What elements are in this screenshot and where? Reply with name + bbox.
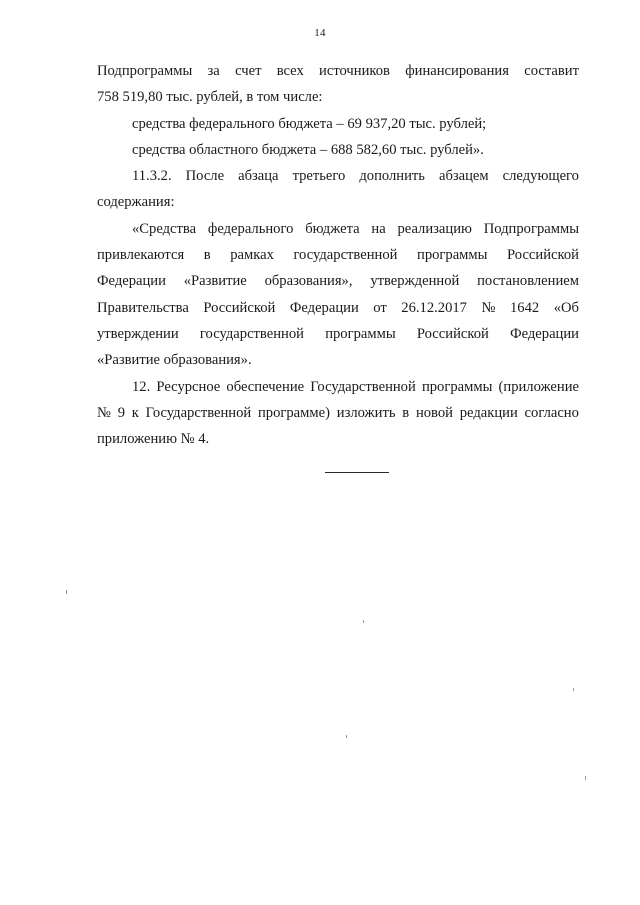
- word: После: [185, 168, 225, 185]
- word: 11.3.2.: [132, 168, 172, 185]
- word: образования»,: [264, 273, 353, 290]
- end-of-text-rule: [325, 472, 389, 473]
- text-line-6: содержания:: [97, 194, 175, 211]
- word: на: [371, 220, 386, 237]
- text-line-11: [97, 321, 579, 347]
- word: Российской: [507, 247, 579, 264]
- word: финансирования: [405, 63, 509, 79]
- word: государственной: [293, 247, 398, 264]
- text-line-12: «Развитие образования».: [97, 352, 252, 369]
- word: изложить: [336, 404, 396, 421]
- word: Федерации: [289, 299, 359, 316]
- word: 1642: [509, 299, 540, 316]
- word: (приложение: [498, 378, 579, 395]
- word: реализацию: [397, 220, 472, 237]
- word: абзацем: [438, 168, 489, 185]
- text-line-7: [97, 216, 579, 242]
- text-line-2: 758 519,80 тыс. рублей, в том числе:: [97, 89, 323, 106]
- word: программы: [421, 378, 493, 395]
- word: рамках: [230, 247, 274, 264]
- scan-speck: [363, 620, 364, 623]
- word: Правительства: [97, 299, 189, 316]
- page-number: 14: [314, 27, 326, 39]
- word: постановлением: [477, 273, 579, 290]
- word: Государственной: [310, 378, 416, 395]
- text-line-9: [97, 268, 579, 294]
- scan-speck: [66, 590, 67, 594]
- word: в: [203, 247, 211, 264]
- word: дополнить: [359, 168, 425, 185]
- scan-speck: [573, 688, 574, 691]
- word: согласно: [524, 404, 579, 421]
- word: за: [207, 63, 220, 79]
- word: 9: [117, 404, 126, 421]
- text-line-13: [97, 374, 579, 400]
- text-line-10: [97, 295, 579, 321]
- word: программы: [417, 247, 488, 264]
- word: 26.12.2017: [401, 299, 467, 316]
- word: обеспечение: [226, 378, 305, 395]
- word: новой: [415, 404, 453, 421]
- word: Государственной: [145, 404, 252, 421]
- word: «Об: [553, 299, 579, 316]
- word: бюджета: [305, 220, 360, 237]
- word: составит: [524, 63, 579, 79]
- word: «Развитие: [183, 273, 247, 290]
- word: в: [402, 404, 410, 421]
- word: Российской: [416, 325, 489, 342]
- word: №: [97, 404, 111, 421]
- text-line-5: [97, 163, 579, 189]
- text-line-4: средства областного бюджета – 688 582,60 тыс. рублей».: [132, 141, 484, 158]
- word: Ресурсное: [156, 378, 221, 395]
- word: программы: [325, 325, 396, 342]
- word: абзаца: [238, 168, 279, 185]
- word: Подпрограммы: [97, 63, 193, 79]
- scan-speck: [346, 735, 347, 738]
- word: привлекаются: [97, 247, 185, 264]
- word: «Средства: [132, 220, 197, 237]
- word: к: [131, 404, 139, 421]
- word: программе): [258, 404, 330, 421]
- text-line-3: средства федерального бюджета – 69 937,20 тыс. рублей;: [132, 115, 487, 132]
- word: Федерации: [97, 273, 166, 290]
- text-line-1: [97, 58, 579, 84]
- text-line-14: [97, 400, 579, 426]
- word: следующего: [502, 168, 579, 185]
- text-line-15: приложению № 4.: [97, 431, 210, 448]
- word: третьего: [292, 168, 346, 185]
- word: от: [373, 299, 387, 316]
- word: утвержденной: [370, 273, 460, 290]
- word: Российской: [203, 299, 276, 316]
- word: источников: [319, 63, 390, 79]
- word: счет: [235, 63, 262, 79]
- word: федерального: [207, 220, 294, 237]
- word: всех: [276, 63, 304, 79]
- word: утверждении: [97, 325, 179, 342]
- word: государственной: [199, 325, 304, 342]
- text-line-8: [97, 242, 579, 268]
- document-body: [97, 58, 579, 452]
- word: Федерации: [510, 325, 579, 342]
- word: 12.: [132, 378, 151, 395]
- word: Подпрограммы: [483, 220, 579, 237]
- scan-speck: [585, 776, 586, 780]
- word: №: [481, 299, 496, 316]
- word: редакции: [459, 404, 518, 421]
